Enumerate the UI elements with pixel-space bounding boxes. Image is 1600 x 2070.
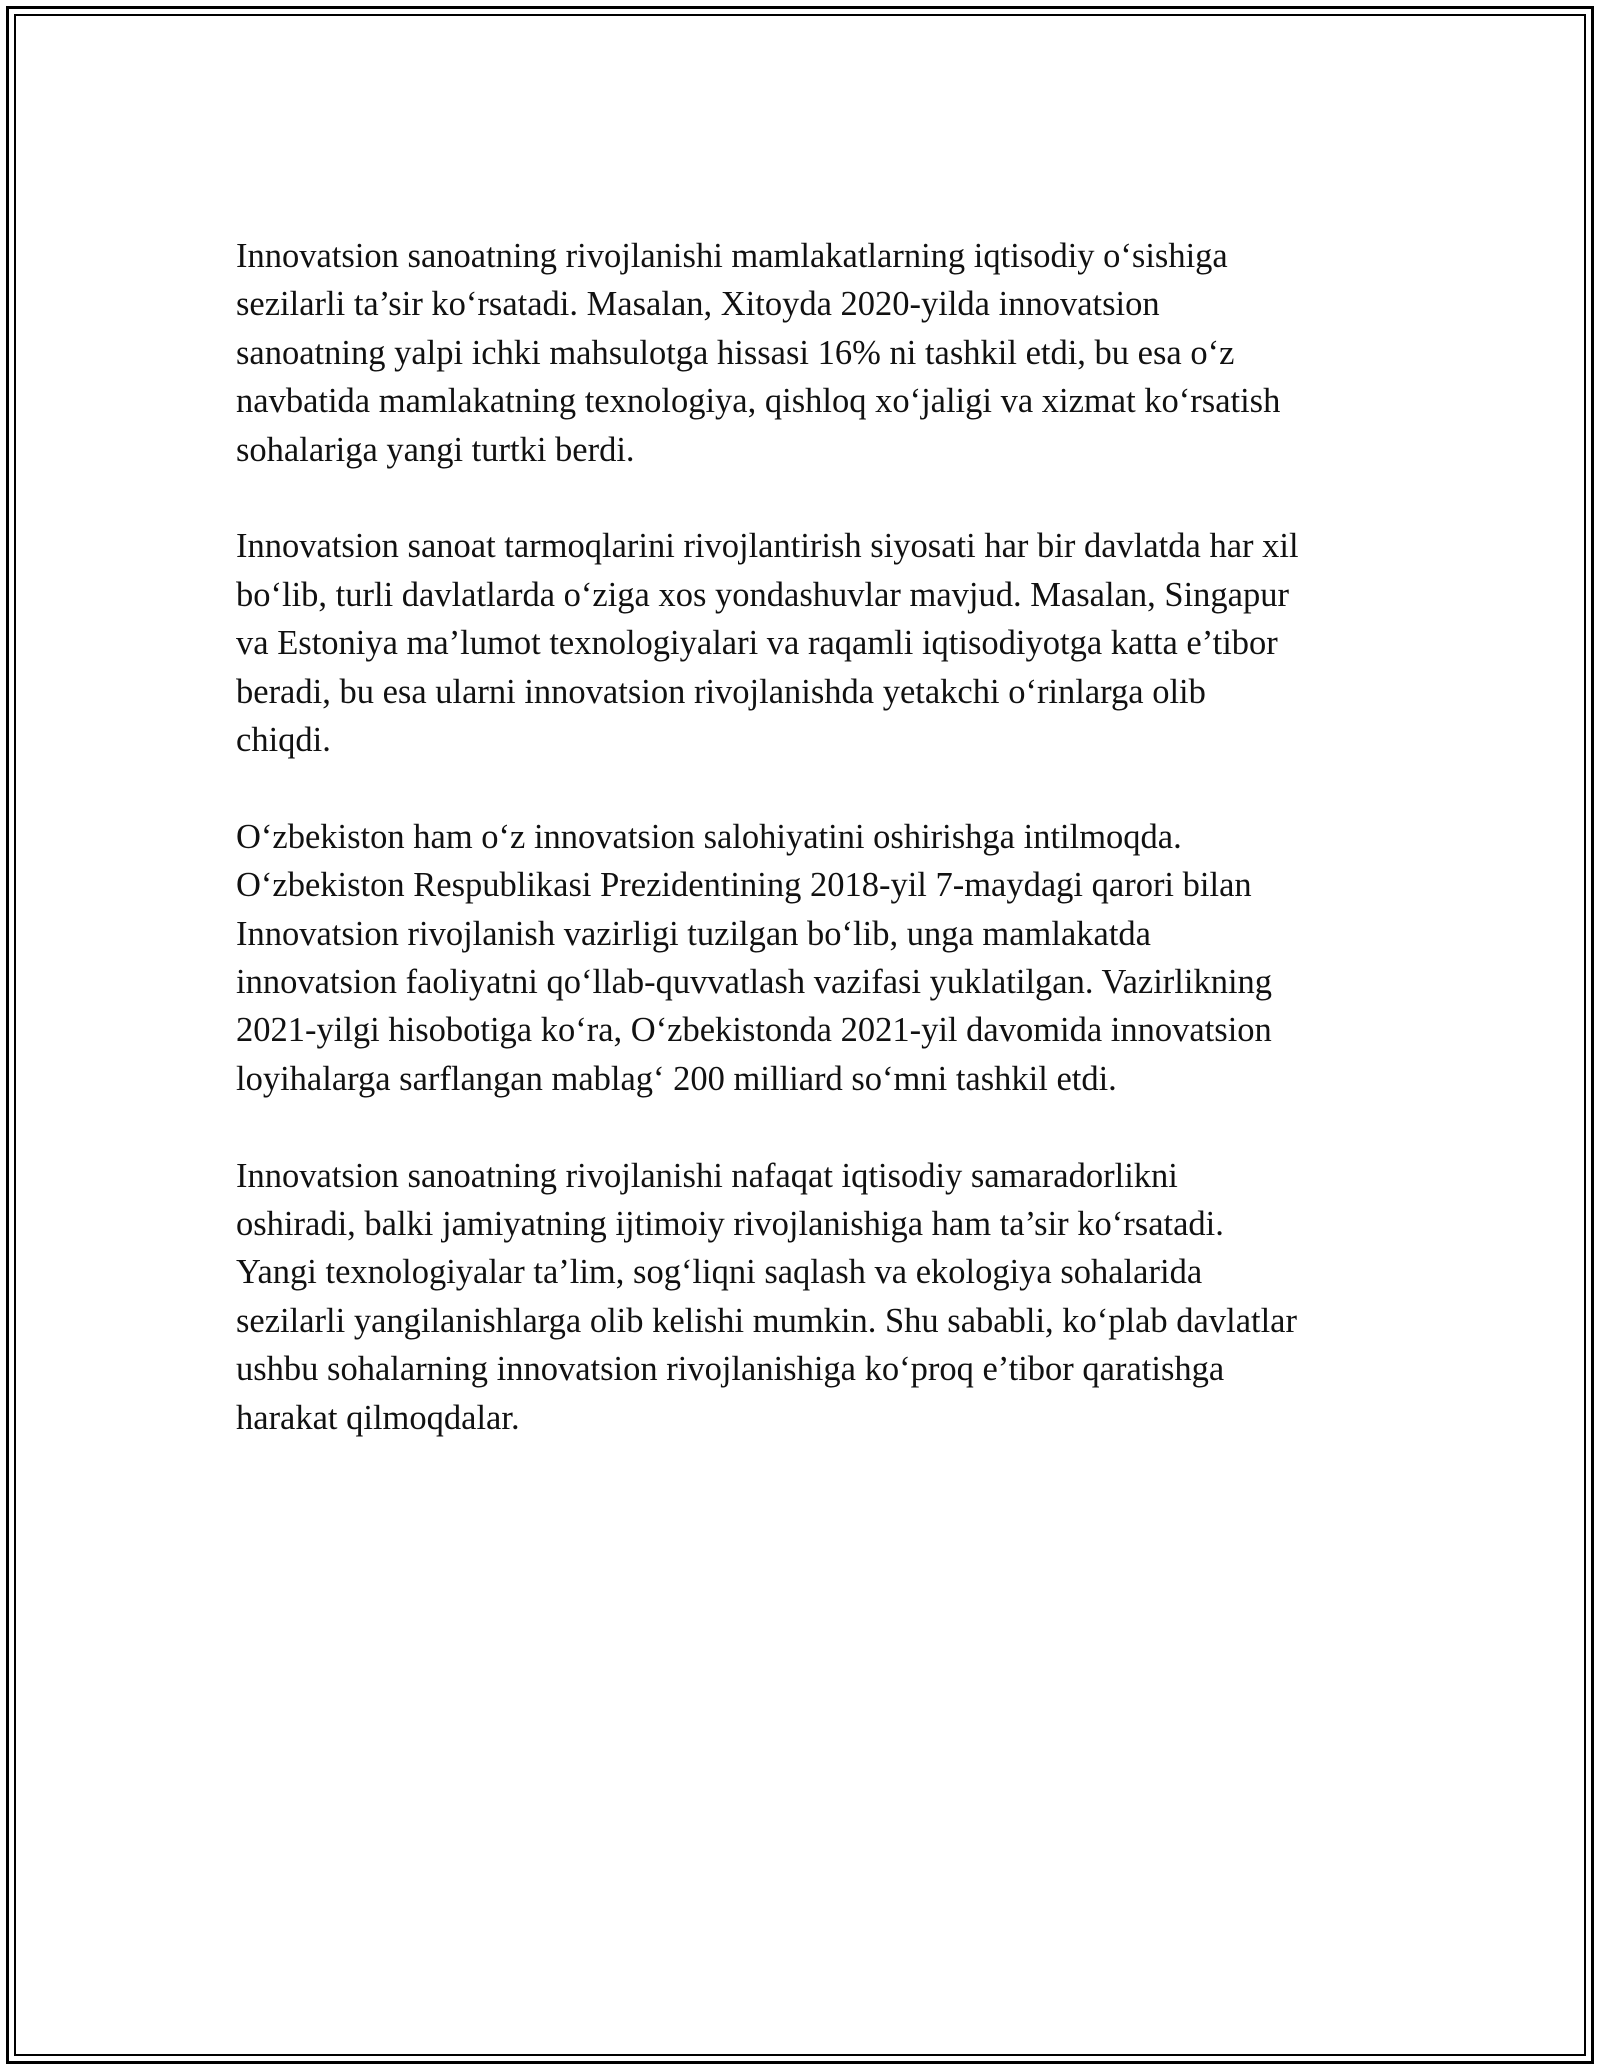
text-line: bo‘lib, turli davlatlarda o‘ziga xos yondashuvlar mavjud. Masalan, Singapur [236,575,1289,614]
text-line: sohalariga yangi turtki berdi. [236,430,635,469]
text-line: Innovatsion rivojlanish vazirligi tuzilgan bo‘lib, unga mamlakatda [236,914,1151,953]
text-line: harakat qilmoqdalar. [236,1398,520,1437]
text-line: Innovatsion sanoat tarmoqlarini rivojlantirish siyosati har bir davlatda har xil [236,527,1299,566]
text-line: Innovatsion sanoatning rivojlanishi mamlakatlarning iqtisodiy o‘sishiga [236,237,1228,275]
text-line: oshiradi, balki jamiyatning ijtimoiy rivojlanishiga ham ta’sir ko‘rsatadi. [236,1205,1224,1244]
text-line: O‘zbekiston ham o‘z innovatsion salohiyatini oshirishga intilmoqda. [236,817,1182,856]
text-line: navbatida mamlakatning texnologiya, qishloq xo‘jaligi va xizmat ko‘rsatish [236,382,1281,421]
text-line: Innovatsion sanoatning rivojlanishi nafaqat iqtisodiy samaradorlikni [236,1156,1178,1195]
text-line: loyihalarga sarflangan mablag‘ 200 milliard so‘mni tashkil etdi. [236,1059,1117,1098]
text-line: sezilarli yangilanishlarga olib kelishi mumkin. Shu sababli, ko‘plab davlatlar [236,1301,1297,1340]
text-line: ushbu sohalarning innovatsion rivojlanishiga ko‘proq e’tibor qaratishga [236,1350,1225,1389]
text-line: O‘zbekiston Respublikasi Prezidentining 2018-yil 7-maydagi qarori bilan [236,866,1252,905]
paragraph-1 [236,232,1386,474]
text-line: 2021-yilgi hisobotiga ko‘ra, O‘zbekistonda 2021-yil davomida innovatsion [236,1011,1272,1050]
text-line: chiqdi. [236,721,331,760]
text-line: sanoatning yalpi ichki mahsulotga hissasi 16% ni tashkil etdi, bu esa o‘z [236,333,1235,372]
text-line: va Estoniya ma’lumot texnologiyalari va raqamli iqtisodiyotga katta e’tibor [236,624,1278,663]
paragraph-4 [236,1152,1386,1442]
text-line: beradi, bu esa ularni innovatsion rivojlanishda yetakchi o‘rinlarga olib [236,672,1206,711]
text-line: Yangi texnologiyalar ta’lim, sog‘liqni saqlash va ekologiya sohalarida [236,1253,1203,1292]
text-line: sezilarli ta’sir ko‘rsatadi. Masalan, Xitoyda 2020-yilda innovatsion [236,285,1160,324]
paragraph-2 [236,522,1386,764]
document-body [236,232,1386,1491]
text-line: innovatsion faoliyatni qo‘llab-quvvatlash vazifasi yuklatilgan. Vazirlikning [236,963,1273,1002]
paragraph-3 [236,813,1386,1103]
